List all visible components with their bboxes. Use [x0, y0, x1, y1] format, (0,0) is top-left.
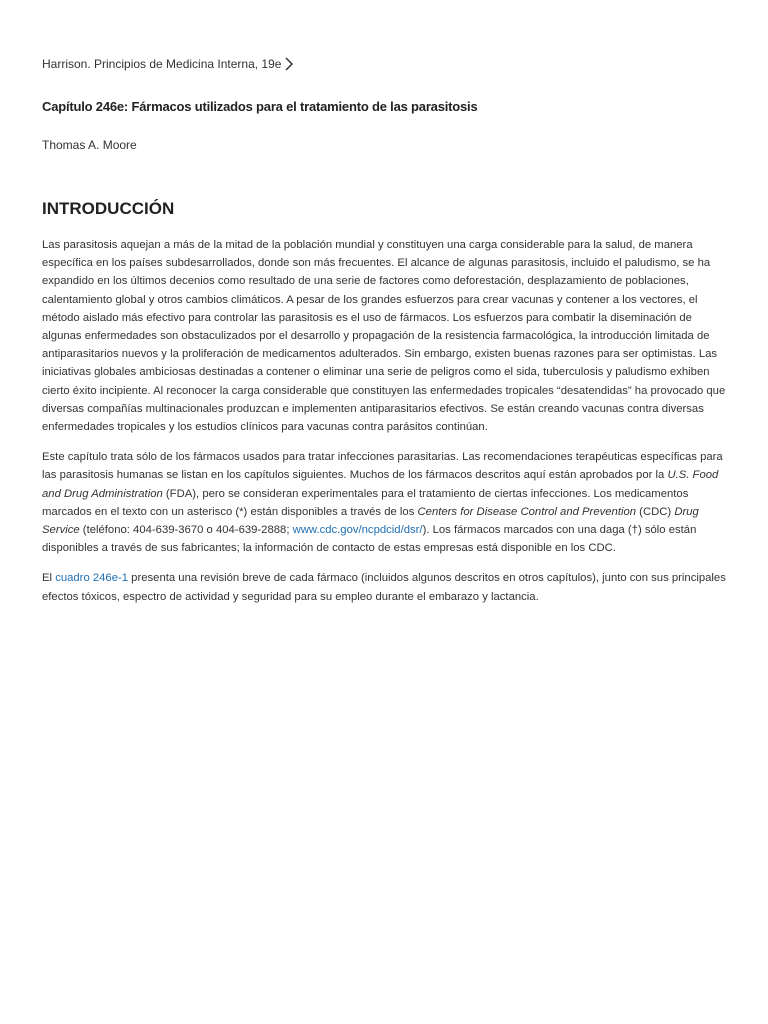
paragraph-text: (CDC): [636, 505, 675, 518]
breadcrumb[interactable]: [42, 56, 295, 72]
article-body: [42, 236, 730, 618]
paragraph-table-ref: [42, 569, 730, 605]
table-link[interactable]: cuadro 246e-1: [55, 572, 129, 585]
cdc-link[interactable]: www.cdc.gov/ncpdcid/dsr/: [292, 524, 423, 537]
paragraph-scope: [42, 448, 730, 557]
chevron-right-icon[interactable]: [283, 56, 295, 72]
paragraph-intro: Las parasitosis aquejan a más de la mitad de la población mundial y constituyen una carga considerable para la salud, de manera específica en los países subdesarrollados, donde son más frecuentes. El alcance de algunas parasitosis, incluido el paludismo, se ha expandido en los últimos decenios como resultado de una serie de factores como deforestación, desplazamiento de poblaciones, calentamiento global y otros cambios climáticos. A pesar de los grandes esfuerzos para crear vacunas y contener a los vectores, el método aislado más efectivo para controlar las parasitosis es el uso de fármacos. Los esfuerzos para combatir la diseminación de algunas enfermedades son obstaculizados por el desarrollo y propagación de la resistencia farmacológica, la introducción limitada de antiparasitarios nuevos y la proliferación de medicamentos adulterados. Sin embargo, existen buenas razones para ser optimistas. Las iniciativas globales ambiciosas destinadas a contener o eliminar una serie de peligros como el sida, tuberculosis y paludismo exhiben cierto éxito incipiente. Al reconocer la carga considerable que constituyen las enfermedades tropicales “desatendidas” ha provocado que diversas compañías multinacionales produzcan e implementen antiparasitarios efectivos. Se están creando vacunas contra diversas enfermedades tropicales y los estudios clínicos para vacunas contra parásitos continúan.: [42, 239, 726, 434]
paragraph-text: Este capítulo trata sólo de los fármacos usados para tratar infecciones parasitarias. Las recomendaciones terapéuticas específicas para las parasitosis humanas se listan en los capítulos siguientes. Muchos de los fármacos descritos aquí están aprobados por la: [42, 451, 723, 482]
fda-name: U.S. Food and Drug Administration: [42, 469, 719, 500]
drug-service-name: Drug Service: [42, 505, 699, 537]
cdc-name: Centers for Disease Control and Prevention: [417, 505, 637, 518]
paragraph-text: ). Los fármacos marcados con una daga (†) sólo están disponibles a través de sus fabricantes; la información de contacto de estas empresas está disponible en los CDC.: [42, 524, 697, 555]
chapter-title: Capítulo 246e: Fármacos utilizados para el tratamiento de las parasitosis: [42, 99, 478, 114]
paragraph-text: (FDA), pero se consideran experimentales para el tratamiento de ciertas infecciones. Los medicamentos marcados en el texto con un asterisco (*) están disponibles a través de los: [42, 487, 689, 518]
paragraph-text: (teléfono: 404-639-3670 o 404-639-2888;: [79, 524, 293, 537]
chapter-author: Thomas A. Moore: [42, 138, 137, 152]
paragraph-text: presenta una revisión breve de cada fármaco (incluidos algunos descritos en otros capítulos), junto con sus principales efectos tóxicos, espectro de actividad y seguridad para su empleo durante el embarazo y lactancia.: [42, 572, 726, 603]
section-heading: INTRODUCCIÓN: [42, 199, 175, 218]
breadcrumb-book-title[interactable]: Harrison. Principios de Medicina Interna, 19e: [42, 57, 282, 71]
paragraph-text: El: [42, 572, 56, 585]
